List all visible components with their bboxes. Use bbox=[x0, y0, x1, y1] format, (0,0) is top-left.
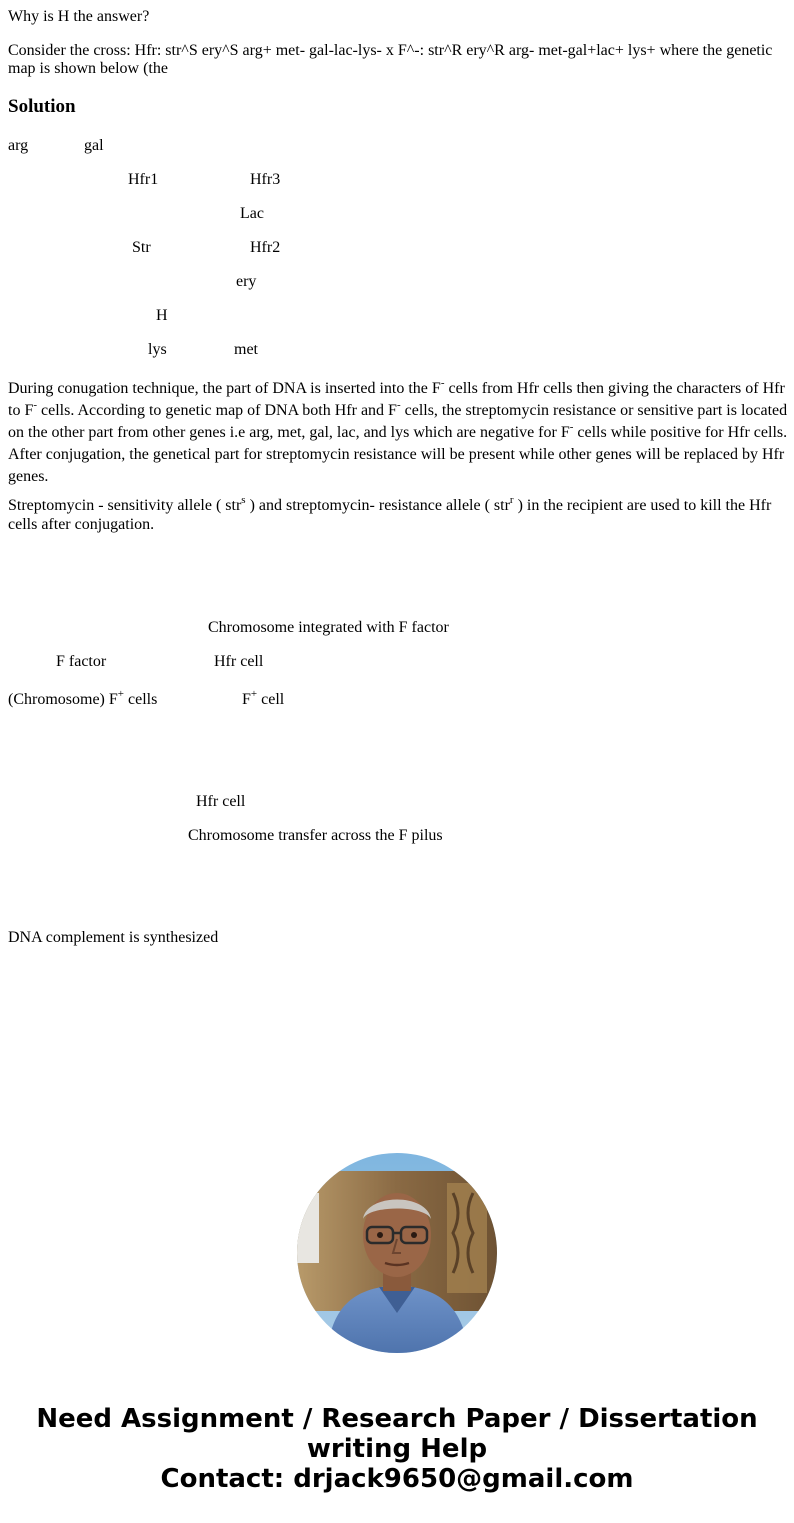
map-label-hfr3: Hfr3 bbox=[250, 171, 281, 188]
para1-sup-4: - bbox=[569, 420, 574, 433]
f-cell-tail: cell bbox=[257, 691, 285, 708]
author-portrait-image bbox=[297, 1153, 497, 1353]
para1-sup-1: - bbox=[440, 376, 445, 389]
footer-contact: Contact: drjack9650@gmail.com bbox=[160, 1464, 634, 1494]
diagram-hfr-cell-label-2: Hfr cell bbox=[196, 793, 246, 810]
explanation-paragraph-2 bbox=[8, 493, 790, 534]
chromosome-f-sup: + bbox=[117, 687, 124, 700]
para2-text-c: ) in the recipient are used to kill the Hfr cells after conjugation. bbox=[8, 497, 772, 533]
footer-ad bbox=[0, 1404, 794, 1494]
map-label-ery: ery bbox=[236, 273, 257, 290]
diagram-hfr-cell-label: Hfr cell bbox=[214, 653, 264, 670]
para2-sup-1: s bbox=[241, 493, 246, 506]
solution-heading: Solution bbox=[8, 96, 76, 117]
para1-sup-2: - bbox=[33, 398, 38, 411]
question-title: Why is H the answer? bbox=[8, 8, 150, 25]
para2-text-b: ) and streptomycin- resistance allele ( str bbox=[245, 497, 510, 514]
map-label-lys: lys bbox=[148, 341, 167, 358]
map-label-arg: arg bbox=[8, 137, 29, 154]
map-label-hfr1: Hfr1 bbox=[128, 171, 159, 188]
map-label-met: met bbox=[234, 341, 258, 358]
footer-line-1: Need Assignment / Research Paper / Dissertation bbox=[36, 1404, 758, 1434]
chromosome-f-text: (Chromosome) F bbox=[8, 691, 118, 708]
diagram-chromosome-f-plus-label bbox=[8, 687, 158, 709]
footer-line-2: writing Help bbox=[306, 1434, 488, 1464]
author-avatar bbox=[297, 1153, 497, 1353]
map-label-hfr2: Hfr2 bbox=[250, 239, 281, 256]
map-label-gal: gal bbox=[84, 137, 104, 154]
para2-text-a: Streptomycin - sensitivity allele ( str bbox=[8, 497, 242, 514]
diagram-chromosome-transfer-label: Chromosome transfer across the F pilus bbox=[188, 827, 443, 844]
map-label-str: Str bbox=[132, 239, 151, 256]
map-label-h: H bbox=[156, 307, 168, 324]
map-label-lac: Lac bbox=[240, 205, 264, 222]
diagram-f-plus-cell-label bbox=[242, 687, 285, 709]
f-cell-text: F bbox=[242, 691, 251, 708]
para1-text-a: During conugation technique, the part of DNA is inserted into the F bbox=[8, 380, 441, 397]
para1-text-e: cells while positive for Hfr cells. After conjugation, the genetical part for streptomycin resistance will be present while other genes will be replaced by Hfr genes. bbox=[8, 424, 788, 485]
diagram-chromosome-integrated-label: Chromosome integrated with F factor bbox=[208, 619, 449, 636]
para2-sup-2: r bbox=[509, 493, 514, 506]
para1-text-c: cells. According to genetic map of DNA both Hfr and F bbox=[37, 402, 397, 419]
explanation-paragraph-1 bbox=[8, 378, 790, 488]
diagram-f-factor-label: F factor bbox=[56, 653, 107, 670]
chromosome-f-tail: cells bbox=[124, 691, 158, 708]
question-text: Consider the cross: Hfr: str^S ery^S arg+ met- gal-lac-lys- x F^-: str^R ery^R arg- met-gal+lac+ lys+ where the genetic map is shown below (the bbox=[8, 42, 773, 77]
f-cell-sup: + bbox=[250, 687, 258, 700]
para1-text-d: cells, the streptomycin resistance or sensitive part is located on the other part from other genes i.e arg, met, gal, lac, and lys which are negative for F bbox=[8, 402, 788, 441]
para1-sup-3: - bbox=[396, 398, 401, 411]
diagram-dna-complement-label: DNA complement is synthesized bbox=[8, 929, 219, 946]
para1-text-b: cells from Hfr cells then giving the characters of Hfr to F bbox=[8, 380, 785, 419]
